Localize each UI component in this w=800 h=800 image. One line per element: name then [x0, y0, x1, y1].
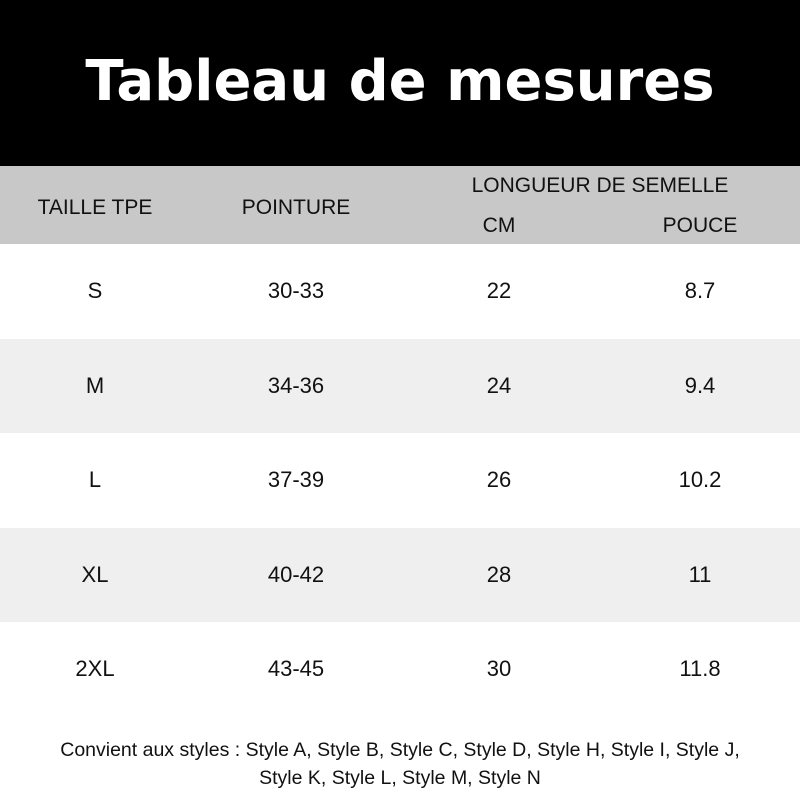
- cell-size: L: [88, 467, 102, 493]
- header-pointure: POINTURE: [241, 196, 351, 219]
- cell-pouce: 10.2: [678, 467, 722, 493]
- cell-cm: 26: [486, 467, 512, 493]
- table-row: [0, 528, 800, 623]
- title-banner: [0, 0, 800, 166]
- cell-pointure: 43-45: [267, 656, 325, 682]
- table-row: [0, 433, 800, 528]
- table-row: [0, 339, 800, 434]
- header-pouce: POUCE: [662, 214, 738, 237]
- cell-pouce: 11.8: [679, 656, 721, 682]
- footnote-line-2: Style K, Style L, Style M, Style N: [259, 767, 541, 789]
- cell-size: XL: [81, 561, 109, 587]
- cell-size: 2XL: [75, 656, 115, 682]
- cell-pouce: 9.4: [684, 372, 716, 398]
- cell-pointure: 40-42: [267, 561, 325, 587]
- table-header: [0, 166, 800, 244]
- header-longueur-semelle: LONGUEUR DE SEMELLE: [471, 174, 729, 197]
- table-row: [0, 622, 800, 717]
- cell-pointure: 37-39: [267, 467, 325, 493]
- compatible-styles-note: [0, 736, 800, 792]
- cell-cm: 24: [486, 372, 512, 398]
- table-body: [0, 244, 800, 717]
- cell-cm: 28: [486, 561, 512, 587]
- header-taille: TAILLE TPE: [37, 196, 153, 219]
- cell-size: M: [85, 372, 105, 398]
- cell-pouce: 11: [688, 561, 712, 587]
- page-title: Tableau de mesures: [85, 48, 715, 114]
- cell-cm: 30: [486, 656, 512, 682]
- cell-pouce: 8.7: [684, 278, 716, 304]
- cell-size: S: [87, 278, 103, 304]
- cell-cm: 22: [486, 278, 512, 304]
- header-cm: CM: [482, 214, 516, 237]
- footnote-line-1: Convient aux styles : Style A, Style B, Style C, Style D, Style H, Style I, Style J,: [60, 739, 740, 761]
- cell-pointure: 30-33: [267, 278, 325, 304]
- table-row: [0, 244, 800, 339]
- cell-pointure: 34-36: [267, 372, 325, 398]
